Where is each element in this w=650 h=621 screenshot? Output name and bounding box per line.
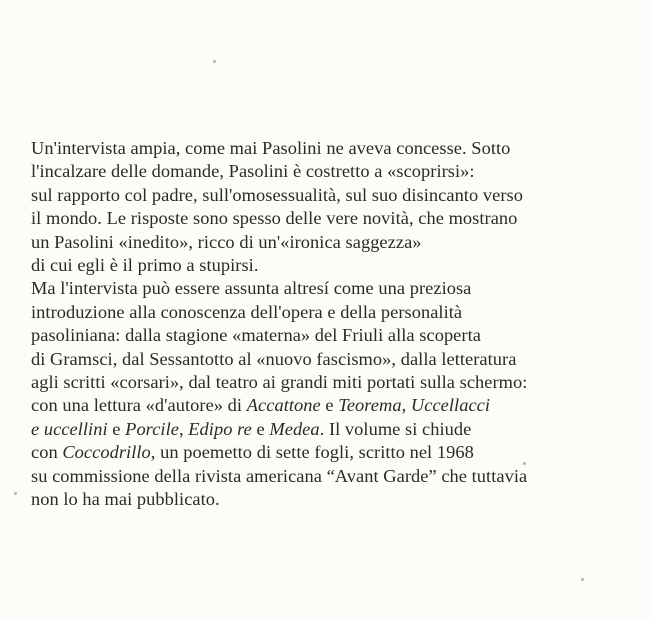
text-run: , un poemetto di sette fogli, scritto nel 1968 — [150, 442, 474, 463]
text-line — [31, 324, 631, 347]
text-run: con — [31, 442, 63, 463]
text-line — [31, 371, 631, 394]
text-run: su commissione della rivista americana “Avant Garde” che tuttavia — [31, 465, 528, 486]
title-italic: e uccellini — [31, 418, 108, 439]
title-italic: Edipo re — [188, 418, 252, 439]
text-line — [31, 488, 631, 511]
text-run: un Pasolini «inedito», ricco di un'«ironica saggezza» — [31, 231, 422, 252]
text-line — [31, 418, 631, 441]
text-run: con una lettura «d'autore» di — [31, 395, 247, 416]
text-run: introduzione alla conoscenza dell'opera e della personalità — [31, 301, 463, 322]
text-run: e — [107, 418, 126, 439]
title-italic: Accattone — [246, 395, 321, 416]
scan-speck — [581, 578, 584, 581]
title-italic: Medea — [269, 418, 320, 439]
text-run: . Il volume si chiude — [319, 418, 472, 439]
text-line — [31, 184, 631, 207]
text-run: pasoliniana: dalla stagione «materna» del Friuli alla scoperta — [31, 325, 481, 346]
text-run: il mondo. Le risposte sono spesso delle vere novità, che mostrano — [31, 208, 518, 229]
title-italic: Porcile — [125, 418, 179, 439]
title-italic: Uccellacci — [410, 395, 491, 416]
title-italic: Teorema — [338, 395, 402, 416]
text-line — [31, 277, 631, 300]
text-run: agli scritti «corsari», dal teatro ai grandi miti portati sulla schermo: — [31, 372, 528, 393]
text-run: di cui egli è il primo a stupirsi. — [31, 255, 259, 276]
text-run: non lo ha mai pubblicato. — [31, 489, 220, 510]
text-run: , — [401, 395, 411, 416]
scan-speck — [523, 462, 526, 465]
text-line — [31, 137, 631, 160]
text-line — [31, 254, 631, 277]
text-run: e — [320, 395, 339, 416]
text-run: , — [178, 418, 189, 439]
blurb-text — [31, 137, 631, 512]
text-line — [31, 301, 631, 324]
text-line — [31, 160, 631, 183]
text-run: di Gramsci, dal Sessantotto al «nuovo fascismo», dalla letteratura — [31, 348, 517, 369]
text-run: sul rapporto col padre, sull'omosessualità, sul suo disincanto verso — [31, 184, 523, 205]
text-line — [31, 465, 631, 488]
text-run: Un'intervista ampia, come mai Pasolini ne aveva concesse. Sotto — [31, 138, 511, 158]
title-italic: Coccodrillo — [62, 442, 151, 463]
text-run: e — [251, 418, 270, 439]
text-line — [31, 394, 631, 417]
scan-speck — [213, 60, 216, 63]
scan-speck — [14, 492, 17, 495]
text-line — [31, 231, 631, 254]
text-run: Ma l'intervista può essere assunta altresí come una preziosa — [31, 278, 472, 299]
text-line — [31, 207, 631, 230]
text-run: l'incalzare delle domande, Pasolini è costretto a «scoprirsi»: — [31, 161, 475, 182]
text-line — [31, 441, 631, 464]
text-line — [31, 348, 631, 371]
